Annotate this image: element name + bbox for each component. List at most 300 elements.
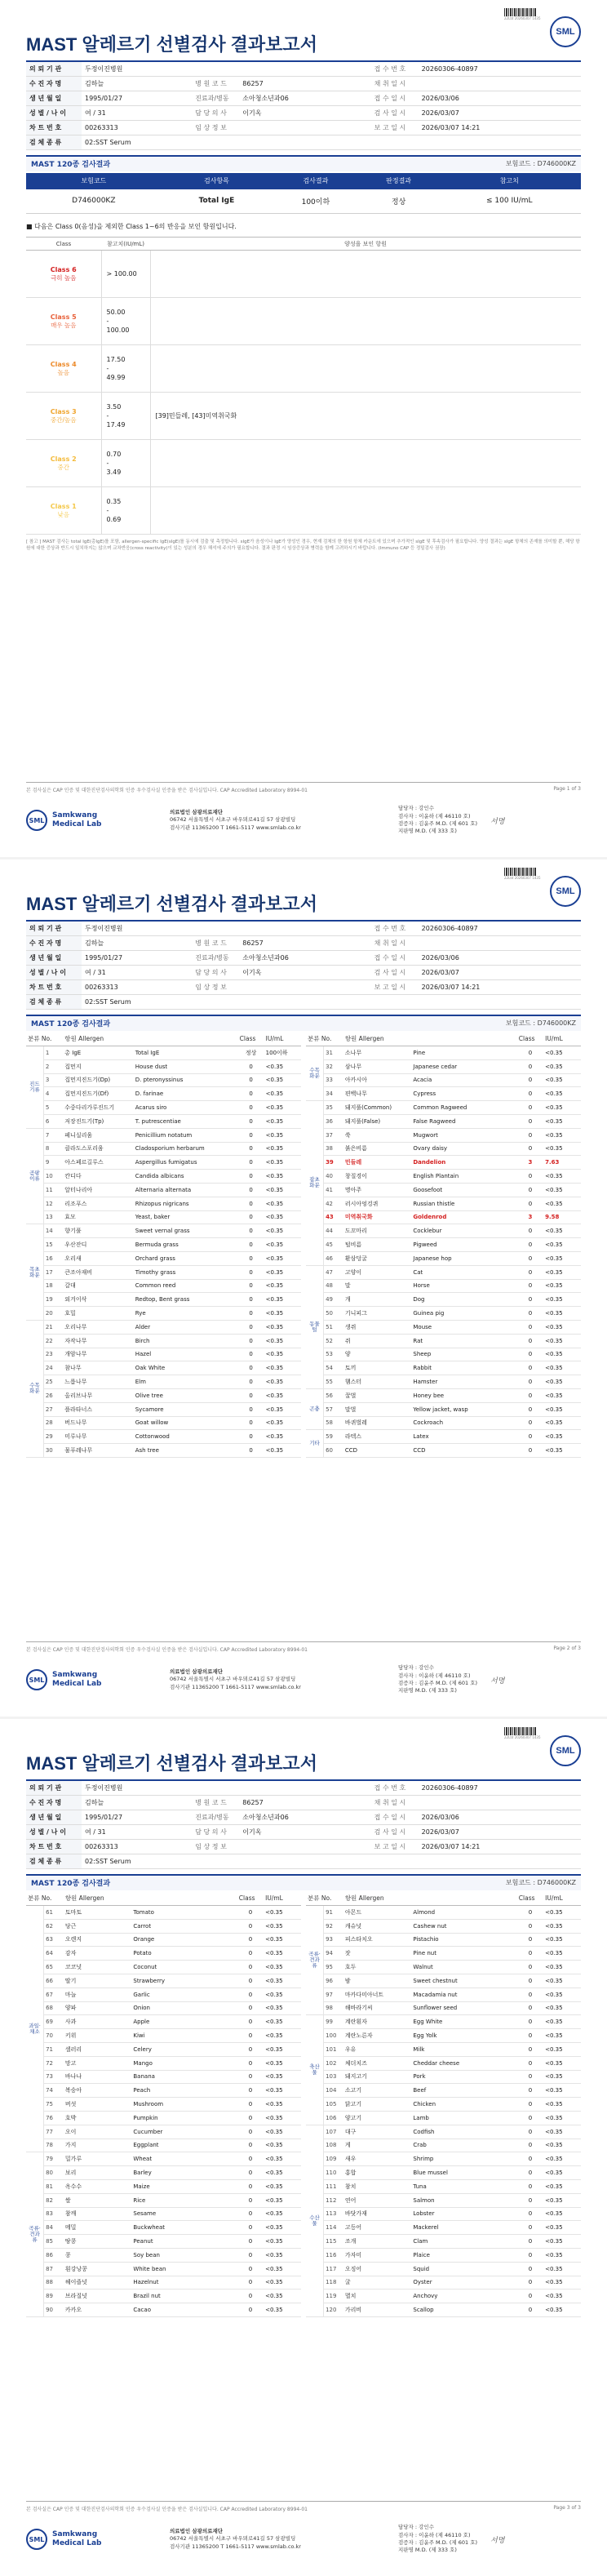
allergen-no: 101 <box>324 2042 343 2056</box>
allergen-table <box>306 1033 581 1458</box>
allergen-class: 0 <box>517 1224 543 1238</box>
allergen-korean: 피스타치오 <box>343 1933 412 1947</box>
allergen-korean: 라텍스 <box>343 1430 412 1444</box>
allergen-no: 67 <box>44 1988 64 2001</box>
allergen-english: Mushroom <box>131 2098 237 2112</box>
allergen-value: <0.35 <box>543 2070 581 2084</box>
allergen-korean: 마카다미아너트 <box>343 1988 412 2001</box>
allergen-grid <box>26 1892 581 2317</box>
grid-header: IU/mL <box>264 1892 301 1906</box>
summary-cell: ≤ 100 IU/mL <box>438 189 581 214</box>
allergen-korean: 클라도스포리움 <box>63 1142 133 1156</box>
info-label: 병 원 코 드 <box>192 935 239 950</box>
lab-corp: 의료법인 삼광의료재단 <box>170 1668 224 1675</box>
department-value: 소아청소년과06 <box>239 1810 370 1824</box>
sign-line: 담당자 : 강인수 <box>398 1664 434 1672</box>
allergen-english: Pine nut <box>411 1947 516 1961</box>
allergen-value: <0.35 <box>543 2248 581 2262</box>
barcode <box>504 8 541 21</box>
allergen-no: 112 <box>324 2193 343 2207</box>
allergen-value: <0.35 <box>543 1114 581 1128</box>
lab-logo-mark: SML <box>26 1669 47 1690</box>
allergen-no: 98 <box>324 2001 343 2015</box>
allergen-korean: 개 <box>343 1293 412 1307</box>
info-label: 보 고 일 시 <box>371 1839 419 1854</box>
allergen-no: 11 <box>43 1183 63 1197</box>
table-row <box>306 1416 581 1430</box>
info-label: 수 진 자 명 <box>26 935 82 950</box>
allergen-no: 1 <box>43 1046 63 1060</box>
table-row <box>306 1087 581 1101</box>
allergen-english: Alternaria alternata <box>134 1183 238 1197</box>
allergen-class: 0 <box>237 2262 264 2276</box>
allergen-english: Acacia <box>411 1073 516 1087</box>
allergen-value: <0.35 <box>543 1238 581 1252</box>
allergen-no: 54 <box>324 1361 343 1375</box>
test-date-value: 2026/03/07 <box>419 965 581 979</box>
allergen-no: 26 <box>43 1388 63 1402</box>
info-label: 의 뢰 기 관 <box>26 921 82 935</box>
summary-header: 참고치 <box>438 173 581 189</box>
barcode-text: 22Ltd 20260307 1435 <box>504 16 541 20</box>
allergen-class: 0 <box>238 1361 264 1375</box>
class-label: Class 3 중간/높음 <box>26 393 101 440</box>
table-row <box>306 1375 581 1389</box>
allergen-english: Tuna <box>411 2179 516 2193</box>
allergen-value: <0.35 <box>264 1361 301 1375</box>
allergen-no: 44 <box>324 1224 343 1238</box>
allergen-value: <0.35 <box>543 1183 581 1197</box>
allergen-value: <0.35 <box>543 2179 581 2193</box>
table-row <box>306 2070 581 2084</box>
allergen-class: 0 <box>238 1444 264 1458</box>
allergen-korean: 잣 <box>343 1947 412 1961</box>
allergen-english: Cashew nut <box>411 1919 516 1933</box>
sign-line: 검사자 : 이윤하 (제 46110 호) <box>398 812 471 819</box>
allergen-no: 25 <box>43 1375 63 1389</box>
allergen-class: 0 <box>517 1430 543 1444</box>
allergen-value: <0.35 <box>543 1361 581 1375</box>
allergen-class: 0 <box>517 1961 543 1974</box>
info-label: 채 취 일 시 <box>371 1795 419 1810</box>
info-label: 진료과/병동 <box>192 950 239 965</box>
allergen-korean: 홍합 <box>343 2166 412 2180</box>
patient-info-table <box>26 60 581 150</box>
allergen-no: 49 <box>324 1293 343 1307</box>
allergen-no: 38 <box>324 1142 343 1156</box>
info-label: 성 별 / 나 이 <box>26 105 82 120</box>
table-row <box>26 1919 301 1933</box>
allergen-korean: 저장진드기(Tp) <box>63 1114 133 1128</box>
lab-addr-line: 06742 서울특별시 서초구 바우뫼로41길 57 삼광빌딩 <box>170 2535 296 2543</box>
allergen-english: Goosefoot <box>411 1183 516 1197</box>
table-row <box>26 1388 301 1402</box>
allergen-korean: 미루나무 <box>63 1430 133 1444</box>
allergen-english: Wheat <box>131 2152 237 2166</box>
allergen-no: 33 <box>324 1073 343 1087</box>
table-row <box>26 2207 301 2221</box>
allergen-english: Lamb <box>411 2111 516 2125</box>
allergen-class: 0 <box>237 2139 264 2152</box>
summary-cell: D746000KZ <box>26 189 162 214</box>
allergen-korean: 쌀 <box>64 2193 132 2207</box>
department-value: 소아청소년과06 <box>239 91 370 105</box>
hospital-code-value: 86257 <box>239 935 370 950</box>
allergen-korean: 알터나리아 <box>63 1183 133 1197</box>
allergen-class: 0 <box>237 2303 264 2317</box>
allergen-no: 73 <box>44 2070 64 2084</box>
info-label: 임 상 정 보 <box>192 1839 239 1854</box>
allergen-korean: 올리브나무 <box>63 1388 133 1402</box>
allergen-english: Rhizopus nigricans <box>134 1197 238 1210</box>
class-antigens <box>150 298 581 345</box>
allergen-korean: 집먼지진드기(Df) <box>63 1087 133 1101</box>
doctor-value: 이기옥 <box>239 965 370 979</box>
info-label: 접 수 번 호 <box>371 1780 419 1795</box>
allergen-korean: 말 <box>343 1279 412 1293</box>
allergen-english: Peanut <box>131 2235 237 2249</box>
insurance-code: 보험코드 : D746000KZ <box>505 160 576 167</box>
allergen-korean: 밤 <box>343 1974 412 1988</box>
allergen-class: 0 <box>517 2193 543 2207</box>
allergen-english: Banana <box>131 2070 237 2084</box>
allergen-english: Guinea pig <box>411 1307 516 1321</box>
allergen-class: 0 <box>238 1375 264 1389</box>
allergen-korean: 쥐 <box>343 1334 412 1348</box>
allergen-class: 0 <box>517 2042 543 2056</box>
allergen-value: <0.35 <box>264 1183 301 1197</box>
section-title: MAST 120종 검사결과 <box>31 161 111 169</box>
allergen-table <box>26 1892 301 2317</box>
allergen-class: 0 <box>517 1388 543 1402</box>
sign-line: 지판명 M.D. (제 333 호) <box>398 2547 457 2554</box>
allergen-value: <0.35 <box>543 1961 581 1974</box>
lab-contact: 검사기관 11365200 T 1661-5117 www.smlab.co.kr <box>170 824 301 831</box>
allergen-value: <0.35 <box>543 1402 581 1416</box>
table-row <box>26 2125 301 2139</box>
allergen-class: 0 <box>517 2179 543 2193</box>
barcode-text: 22Ltd 20260307 1435 <box>504 876 541 880</box>
table-row <box>306 2166 581 2180</box>
table-row <box>26 2221 301 2235</box>
allergen-no: 52 <box>324 1334 343 1348</box>
table-row <box>26 1974 301 1988</box>
allergen-no: 27 <box>43 1402 63 1416</box>
allergen-value: <0.35 <box>543 1348 581 1361</box>
allergen-english: Rabbit <box>411 1361 516 1375</box>
allergen-value: <0.35 <box>264 1307 301 1321</box>
info-label: 검 체 종 류 <box>26 994 82 1009</box>
table-row <box>306 1156 581 1170</box>
allergen-english: Sheep <box>411 1348 516 1361</box>
allergen-value: <0.35 <box>543 1279 581 1293</box>
allergen-english: Sunflower seed <box>411 2001 516 2015</box>
allergen-class: 정상 <box>238 1046 264 1060</box>
allergen-value: <0.35 <box>543 1224 581 1238</box>
allergen-no: 85 <box>44 2235 64 2249</box>
allergen-class: 0 <box>237 2098 264 2112</box>
grid-header: IU/mL <box>543 1892 581 1906</box>
allergen-class: 0 <box>517 2221 543 2235</box>
allergen-korean: 돼지고기 <box>343 2070 412 2084</box>
allergen-no: 104 <box>324 2084 343 2098</box>
allergen-korean: 바닷가재 <box>343 2207 412 2221</box>
allergen-korean: CCD <box>343 1444 412 1458</box>
info-label: 임 상 정 보 <box>192 120 239 135</box>
allergen-english: Honey bee <box>411 1388 516 1402</box>
allergen-no: 12 <box>43 1197 63 1210</box>
allergen-english: Mango <box>131 2056 237 2070</box>
lab-name-2: Medical Lab <box>52 2539 102 2547</box>
allergen-class: 0 <box>238 1238 264 1252</box>
allergen-english: Scallop <box>411 2303 516 2317</box>
allergen-korean: 체더치즈 <box>343 2056 412 2070</box>
table-row <box>26 2179 301 2193</box>
lab-signatures <box>398 2524 477 2555</box>
category-label: 축산물 <box>306 2015 324 2125</box>
allergen-value: <0.35 <box>264 2042 301 2056</box>
table-row <box>306 2179 581 2193</box>
report-title: MAST 알레르기 선별검사 결과보고서 <box>26 1753 317 1774</box>
doctor-value: 이기옥 <box>239 1824 370 1839</box>
allergen-korean: 오이 <box>64 2125 132 2139</box>
allergen-value: <0.35 <box>264 2152 301 2166</box>
allergen-korean: 해바라기씨 <box>343 2001 412 2015</box>
info-label: 검 사 일 시 <box>371 965 419 979</box>
allergen-korean: 계란흰자 <box>343 2015 412 2029</box>
allergen-class: 0 <box>517 2139 543 2152</box>
class-row <box>26 251 581 298</box>
info-label: 생 년 월 일 <box>26 91 82 105</box>
patient-name-value: 김하늘 <box>82 935 192 950</box>
allergen-value: <0.35 <box>543 1388 581 1402</box>
allergen-value: <0.35 <box>543 2290 581 2303</box>
category-label: 수산물 <box>306 2125 324 2316</box>
summary-cell: 정상 <box>360 189 438 214</box>
allergen-class: 0 <box>238 1087 264 1101</box>
allergen-no: 18 <box>43 1279 63 1293</box>
table-row <box>306 1334 581 1348</box>
category-label: 곡류·견과류 <box>26 2152 44 2317</box>
info-label: 차 트 번 호 <box>26 979 82 994</box>
table-row <box>26 1988 301 2001</box>
report-title: MAST 알레르기 선별검사 결과보고서 <box>26 894 317 914</box>
table-row <box>306 2262 581 2276</box>
allergen-no: 99 <box>324 2015 343 2029</box>
allergen-class: 0 <box>517 1142 543 1156</box>
table-row <box>26 2290 301 2303</box>
table-row <box>306 2207 581 2221</box>
allergen-class: 0 <box>238 1128 264 1142</box>
allergen-value: <0.35 <box>543 2098 581 2112</box>
lab-name-1: Samkwang <box>52 811 98 820</box>
allergen-class: 0 <box>517 1947 543 1961</box>
table-row <box>306 2290 581 2303</box>
grid-header: 분류 No. <box>26 1033 63 1046</box>
allergen-korean: 땅콩 <box>64 2235 132 2249</box>
allergen-no: 64 <box>44 1947 64 1961</box>
allergen-value: <0.35 <box>543 1988 581 2001</box>
allergen-class: 0 <box>238 1265 264 1279</box>
allergen-value: <0.35 <box>264 2290 301 2303</box>
table-row <box>26 2015 301 2029</box>
allergen-no: 89 <box>44 2290 64 2303</box>
specimen-value: 02:SST Serum <box>82 1854 581 1868</box>
table-row <box>306 2042 581 2056</box>
allergen-english: Egg Yolk <box>411 2029 516 2043</box>
allergen-no: 15 <box>43 1238 63 1252</box>
allergen-english: Mugwort <box>411 1128 516 1142</box>
allergen-english: Rye <box>134 1307 238 1321</box>
allergen-value: <0.35 <box>264 2166 301 2180</box>
allergen-korean: 총 IgE <box>63 1046 133 1060</box>
allergen-english: Tomato <box>131 1906 237 1920</box>
table-row <box>306 2001 581 2015</box>
allergen-table <box>26 1033 301 1458</box>
class-row <box>26 487 581 535</box>
table-row <box>26 2248 301 2262</box>
allergen-class: 0 <box>517 1059 543 1073</box>
allergen-korean: 바퀴벌레 <box>343 1416 412 1430</box>
allergen-no: 115 <box>324 2235 343 2249</box>
table-row <box>26 1402 301 1416</box>
lab-address <box>170 2528 382 2551</box>
table-row <box>306 2056 581 2070</box>
class-row <box>26 393 581 440</box>
category-label: 곤충 <box>306 1388 324 1429</box>
allergen-class: 0 <box>237 1974 264 1988</box>
lab-name-2: Medical Lab <box>52 1680 102 1688</box>
info-label: 보 고 일 시 <box>371 979 419 994</box>
table-row <box>26 1947 301 1961</box>
allergen-no: 35 <box>324 1101 343 1115</box>
table-row <box>26 1142 301 1156</box>
table-row <box>306 1059 581 1073</box>
footnote: [ 참고 ] MAST 검사는 total IgE(총IgE)를 포함, allergen-specific IgE(sIgE)를 동시에 검출 및 측정합니다. sIgE가 음성이나 IgE가 양성인 경우, 현재 검체의 한 항원 항체 카운트에 있으며 추가적인 sIgE 및 후속검사가 필요합니다. 양성 결과는 sIgE 항체의 존재를 의미할 뿐, 해당 항원에 대한 증상과 반드시 일치하지는 않으며 교차반응(cross reactivity)이 있는 성분의 경우 해석에 주의가 필요합니다. 결과 판정 시 임상증상과 병력을 함께 고려하시기 바랍니다. (Immuno CAP 등 정밀검사 권장) <box>26 540 580 551</box>
receipt-date-value: 2026/03/06 <box>419 91 581 105</box>
allergen-korean: 가지 <box>64 2139 132 2152</box>
allergen-no: 30 <box>43 1444 63 1458</box>
allergen-english: Cacao <box>131 2303 237 2317</box>
allergen-english: Yellow jacket, wasp <box>411 1402 516 1416</box>
allergen-korean: 아스페르길루스 <box>63 1156 133 1170</box>
allergen-class: 0 <box>517 1933 543 1947</box>
allergen-class: 0 <box>237 2111 264 2125</box>
allergen-class: 0 <box>517 1265 543 1279</box>
allergen-value: <0.35 <box>264 1170 301 1184</box>
allergen-value: <0.35 <box>264 1142 301 1156</box>
allergen-no: 71 <box>44 2042 64 2056</box>
info-label: 의 뢰 기 관 <box>26 61 82 76</box>
class-antigens <box>150 487 581 535</box>
category-label: 곰팡이류 <box>26 1128 43 1224</box>
barcode <box>504 1727 541 1740</box>
allergen-value: <0.35 <box>264 1334 301 1348</box>
sml-logo: SML <box>550 876 581 907</box>
class-table <box>26 237 581 535</box>
insurance-code: 보험코드 : D746000KZ <box>505 1019 576 1027</box>
allergen-korean: 민들레 <box>343 1156 412 1170</box>
allergen-class: 0 <box>517 1375 543 1389</box>
info-label: 접 수 일 시 <box>371 91 419 105</box>
allergen-korean: 호박 <box>64 2111 132 2125</box>
class-label: Class 5 매우 높음 <box>26 298 101 345</box>
lab-logo-mark: SML <box>26 2529 47 2550</box>
allergen-value: <0.35 <box>543 2042 581 2056</box>
allergen-no: 58 <box>324 1416 343 1430</box>
allergen-value: <0.35 <box>264 2125 301 2139</box>
allergen-korean: 소나무 <box>343 1046 412 1060</box>
allergen-class: 0 <box>238 1156 264 1170</box>
page-number: Page 1 of 3 <box>553 786 581 792</box>
table-row <box>306 1933 581 1947</box>
allergen-english: Bermuda grass <box>134 1238 238 1252</box>
info-label: 수 진 자 명 <box>26 1795 82 1810</box>
table-row <box>26 2056 301 2070</box>
class-row <box>26 298 581 345</box>
sex-age-value: 여 / 31 <box>82 965 192 979</box>
allergen-class: 0 <box>517 2029 543 2043</box>
table-row <box>306 1210 581 1224</box>
allergen-class: 3 <box>517 1156 543 1170</box>
allergen-value: 7.63 <box>543 1156 581 1170</box>
table-row <box>26 1101 301 1115</box>
receipt-number-value: 20260306-40897 <box>419 1780 581 1795</box>
allergen-no: 80 <box>44 2166 64 2180</box>
barcode-bars <box>504 1727 537 1735</box>
allergen-english: Ash tree <box>134 1444 238 1458</box>
allergen-english: Penicillium notatum <box>134 1128 238 1142</box>
allergen-class: 0 <box>237 2193 264 2207</box>
sml-logo: SML <box>550 16 581 47</box>
allergen-value: <0.35 <box>543 1087 581 1101</box>
allergen-class: 0 <box>517 1101 543 1115</box>
allergen-no: 23 <box>43 1348 63 1361</box>
hospital-value: 두정이진병원 <box>82 1780 371 1795</box>
allergen-class: 0 <box>237 2276 264 2290</box>
info-label: 생 년 월 일 <box>26 950 82 965</box>
allergen-value: <0.35 <box>264 1402 301 1416</box>
table-row <box>306 1430 581 1444</box>
page-footer <box>26 1641 581 1653</box>
allergen-korean: 돼지풀(Common) <box>343 1101 412 1115</box>
allergen-korean: 햄스터 <box>343 1375 412 1389</box>
allergen-english: Anchovy <box>411 2290 516 2303</box>
allergen-class: 0 <box>517 2125 543 2139</box>
allergen-english: Strawberry <box>131 1974 237 1988</box>
lab-footer <box>26 1663 581 1696</box>
allergen-no: 70 <box>44 2029 64 2043</box>
table-row <box>26 1307 301 1321</box>
test-date-value: 2026/03/07 <box>419 1824 581 1839</box>
allergen-korean: 사과 <box>64 2015 132 2029</box>
allergen-english: Rice <box>131 2193 237 2207</box>
summary-cell: Total IgE <box>162 189 272 214</box>
allergen-korean: 참깨 <box>64 2207 132 2221</box>
receipt-number-value: 20260306-40897 <box>419 921 581 935</box>
table-row <box>26 2262 301 2276</box>
allergen-no: 59 <box>324 1430 343 1444</box>
class-label: Class 4 높음 <box>26 345 101 393</box>
allergen-value: <0.35 <box>264 2111 301 2125</box>
allergen-no: 65 <box>44 1961 64 1974</box>
sign-line: 검사자 : 이윤하 (제 46110 호) <box>398 2531 471 2538</box>
lab-address <box>170 1668 382 1691</box>
table-row <box>26 1444 301 1458</box>
allergen-class: 0 <box>517 1402 543 1416</box>
grid-header: 분류 No. <box>26 1892 64 1906</box>
allergen-korean: 셀러리 <box>64 2042 132 2056</box>
